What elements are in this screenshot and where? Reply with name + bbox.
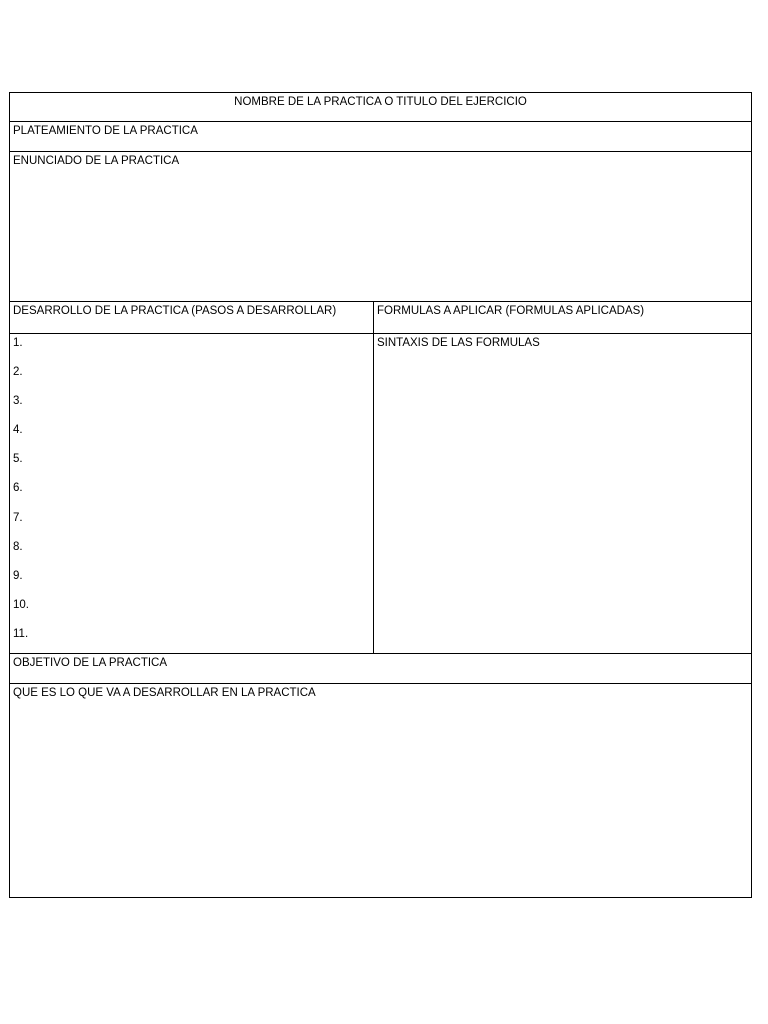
que-es-label: QUE ES LO QUE VA A DESARROLLAR EN LA PRACTICA — [13, 687, 316, 699]
list-item: 4. — [13, 424, 23, 437]
list-item: 1. — [13, 337, 23, 349]
form-title-row — [10, 93, 751, 122]
form-title: NOMBRE DE LA PRACTICA O TITULO DEL EJERCICIO — [234, 96, 527, 108]
practice-form-table — [9, 92, 752, 898]
list-item: 10. — [13, 598, 29, 611]
enunciado-label: ENUNCIADO DE LA PRACTICA — [13, 155, 180, 167]
desarrollo-formulas-header-row — [10, 302, 751, 334]
formulas-header: FORMULAS A APLICAR (FORMULAS APLICADAS) — [377, 305, 645, 317]
desarrollo-header: DESARROLLO DE LA PRACTICA (PASOS A DESARROLLAR) — [13, 305, 337, 317]
steps-cell — [10, 334, 374, 653]
planteamiento-row — [10, 122, 751, 152]
list-item: 7. — [13, 511, 23, 524]
list-item: 3. — [13, 395, 23, 408]
enunciado-row — [10, 152, 751, 302]
planteamiento-label: PLATEAMIENTO DE LA PRACTICA — [13, 125, 198, 137]
list-item: 11. — [13, 627, 29, 640]
sintaxis-cell — [374, 334, 751, 653]
desarrollo-formulas-body-row — [10, 334, 751, 654]
steps-list — [10, 334, 373, 654]
que-es-row — [10, 684, 751, 897]
sintaxis-label: SINTAXIS DE LAS FORMULAS — [377, 337, 540, 349]
list-item: 9. — [13, 569, 23, 582]
formulas-header-cell — [374, 302, 751, 333]
objetivo-label: OBJETIVO DE LA PRACTICA — [13, 657, 168, 669]
list-item: 2. — [13, 366, 23, 379]
desarrollo-header-cell — [10, 302, 374, 333]
objetivo-row — [10, 654, 751, 684]
list-item: 8. — [13, 540, 23, 553]
list-item: 5. — [13, 453, 23, 466]
list-item: 6. — [13, 482, 23, 495]
